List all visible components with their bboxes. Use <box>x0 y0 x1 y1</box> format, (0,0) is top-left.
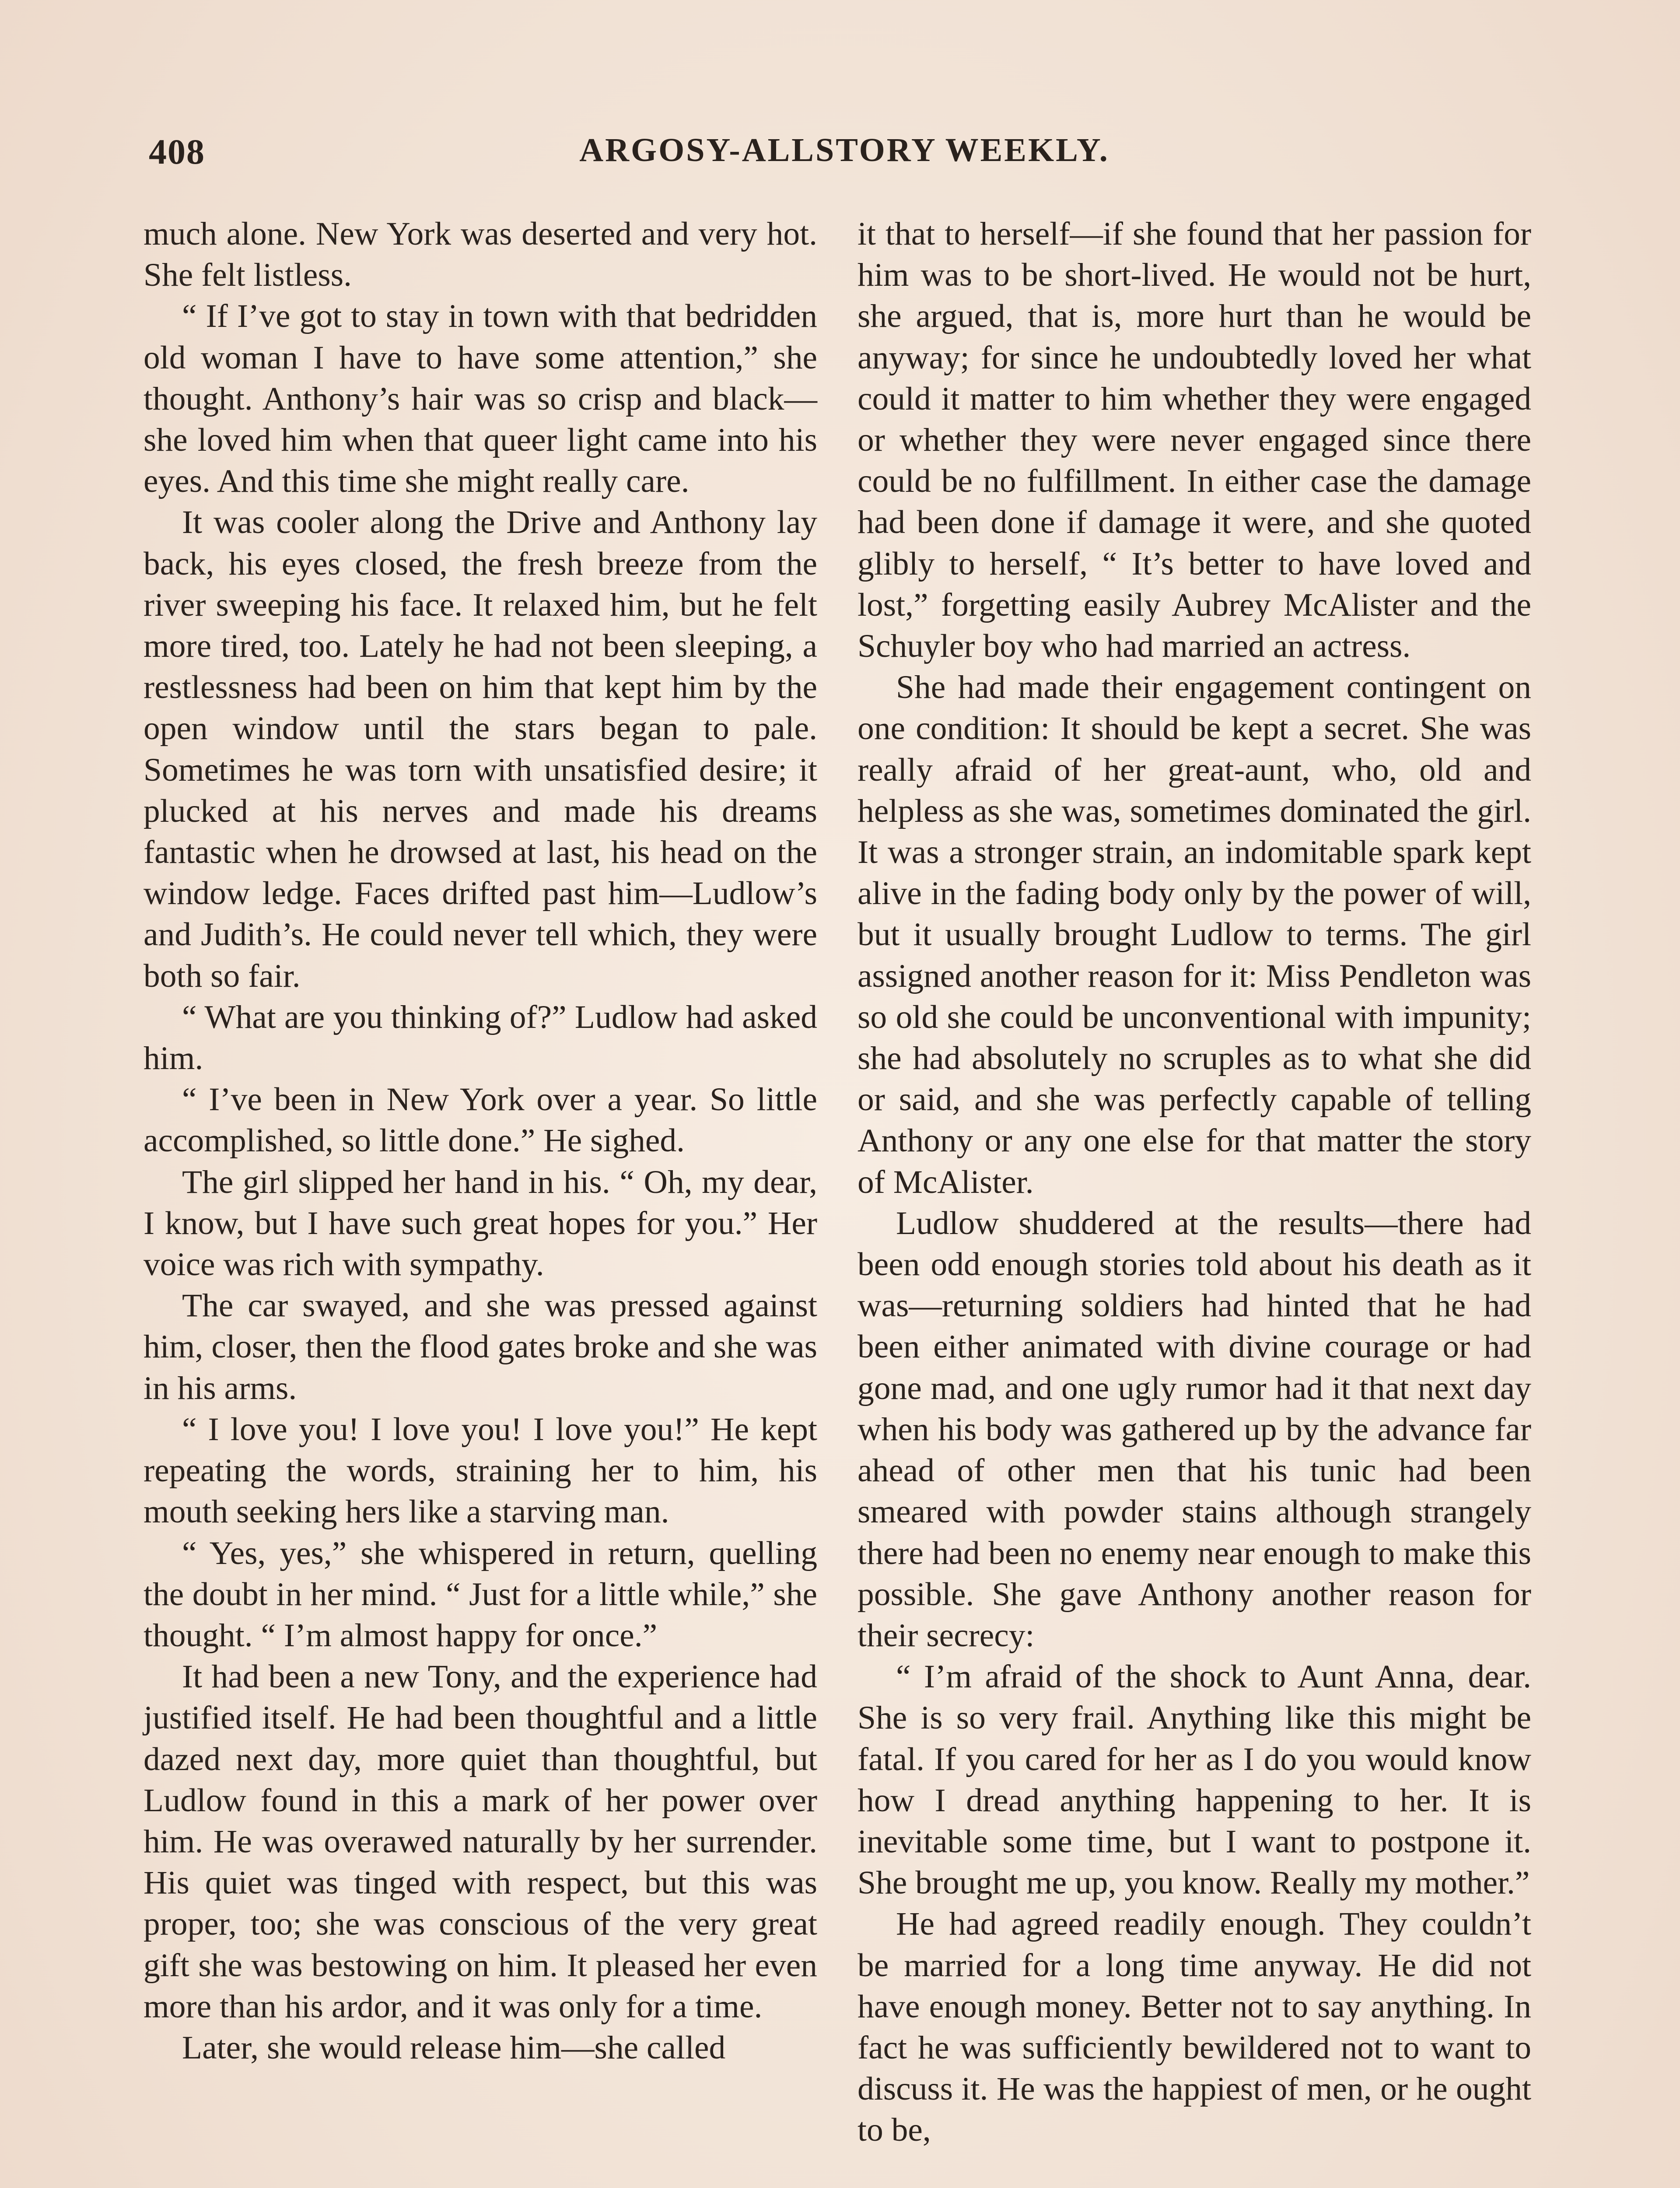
right-column <box>858 214 1531 2151</box>
running-title: ARGOSY-ALLSTORY WEEKLY. <box>579 132 1110 168</box>
paragraph: The girl slipped her hand in his. “ Oh, my dear, I know, but I have such great hopes for you.” Her voice was rich with sympathy. <box>144 1164 817 1283</box>
paragraph: it that to herself—if she found that her passion for him was to be short-lived. He would not be hurt, she argued, that is, more hurt than he would be anyway; for since he undoubtedly loved her what could it matter to him whether they were engaged or whether they were never engaged since there could be no fulfillment. In either case the damage had been done if damage it were, and she quoted glibly to herself, “ It’s better to have loved and lost,” forgetting easily Aubrey McAlister and the Schuyler boy who had married an actress. <box>858 216 1531 665</box>
paragraph: It had been a new Tony, and the experience had justified itself. He had been thoughtful and a little dazed next day, more quiet than thoughtful, but Ludlow found in this a mark of her power over him. He was overawed naturally by her surrender. His quiet was tinged with respect, but this was proper, too; she was conscious of the very great gift she was bestowing on him. It pleased her even more than his ardor, and it was only for a time. <box>144 1659 817 2025</box>
paragraph: “ What are you thinking of?” Ludlow had asked him. <box>144 999 817 1077</box>
left-column <box>144 214 817 2069</box>
paragraph: The car swayed, and she was pressed against him, closer, then the flood gates broke and she was in his arms. <box>144 1287 817 1406</box>
paragraph: much alone. New York was deserted and very hot. She felt listless. <box>144 216 817 294</box>
paragraph: “ If I’ve got to stay in town with that bedridden old woman I have to have some attention,” she thought. Anthony’s hair was so crisp and black—she loved him when that queer light came into his eyes. And this time she might really care. <box>144 298 817 500</box>
paragraph: Later, she would release him—she called <box>182 2029 726 2066</box>
paragraph: “ I’m afraid of the shock to Aunt Anna, dear. She is so very frail. Anything like this might be fatal. If you cared for her as I do you would know how I dread anything happening to her. It is inevitable some time, but I want to postpone it. She brought me up, you know. Really my mother.” <box>858 1659 1531 1901</box>
page-header <box>149 131 1540 184</box>
paragraph: He had agreed readily enough. They couldn’t be married for a long time anyway. He did not have enough money. Better not to say anything. In fact he was sufficiently bewildered not to want to discuss it. He was the happiest of men, or he ought to be, <box>858 1906 1531 2149</box>
paragraph: “ Yes, yes,” she whispered in return, quelling the doubt in her mind. “ Just for a little while,” she thought. “ I’m almost happy for once.” <box>144 1535 817 1654</box>
paragraph: “ I love you! I love you! I love you!” He kept repeating the words, straining her to him, his mouth seeking hers like a starving man. <box>144 1411 817 1530</box>
paragraph: It was cooler along the Drive and Anthony lay back, his eyes closed, the fresh breeze from the river sweeping his face. It relaxed him, but he felt more tired, too. Lately he had not been sleeping, a restlessness had been on him that kept him by the open window until the stars began to pale. Sometimes he was torn with unsatisfied desire; it plucked at his nerves and made his dreams fantastic when he drowsed at last, his head on the window ledge. Faces drifted past him—Ludlow’s and Judith’s. He could never tell which, they were both so fair. <box>144 504 817 994</box>
paragraph: “ I’ve been in New York over a year. So little accomplished, so little done.” He sighed. <box>144 1081 817 1159</box>
paragraph: She had made their engagement contingent on one condition: It should be kept a secret. She was really afraid of her great-aunt, who, old and helpless as she was, sometimes dominated the girl. It was a stronger strain, an indomitable spark kept alive in the fading body only by the power of will, but it usually brought Ludlow to terms. The girl assigned another reason for it: Miss Pendleton was so old she could be unconventional with impunity; she had absolutely no scruples as to what she did or said, and she was perfectly capable of telling Anthony or any one else for that matter the story of McAlister. <box>858 669 1531 1200</box>
paragraph: Ludlow shuddered at the results—there had been odd enough stories told about his death as it was—returning soldiers had hinted that he had been either animated with divine courage or had gone mad, and one ugly rumor had it that next day when his body was gathered up by the advance far ahead of other men that his tunic had been smeared with powder stains although strangely there had been no enemy near enough to make this possible. She gave Anthony another reason for their secrecy: <box>858 1205 1531 1654</box>
page-number: 408 <box>149 132 205 172</box>
